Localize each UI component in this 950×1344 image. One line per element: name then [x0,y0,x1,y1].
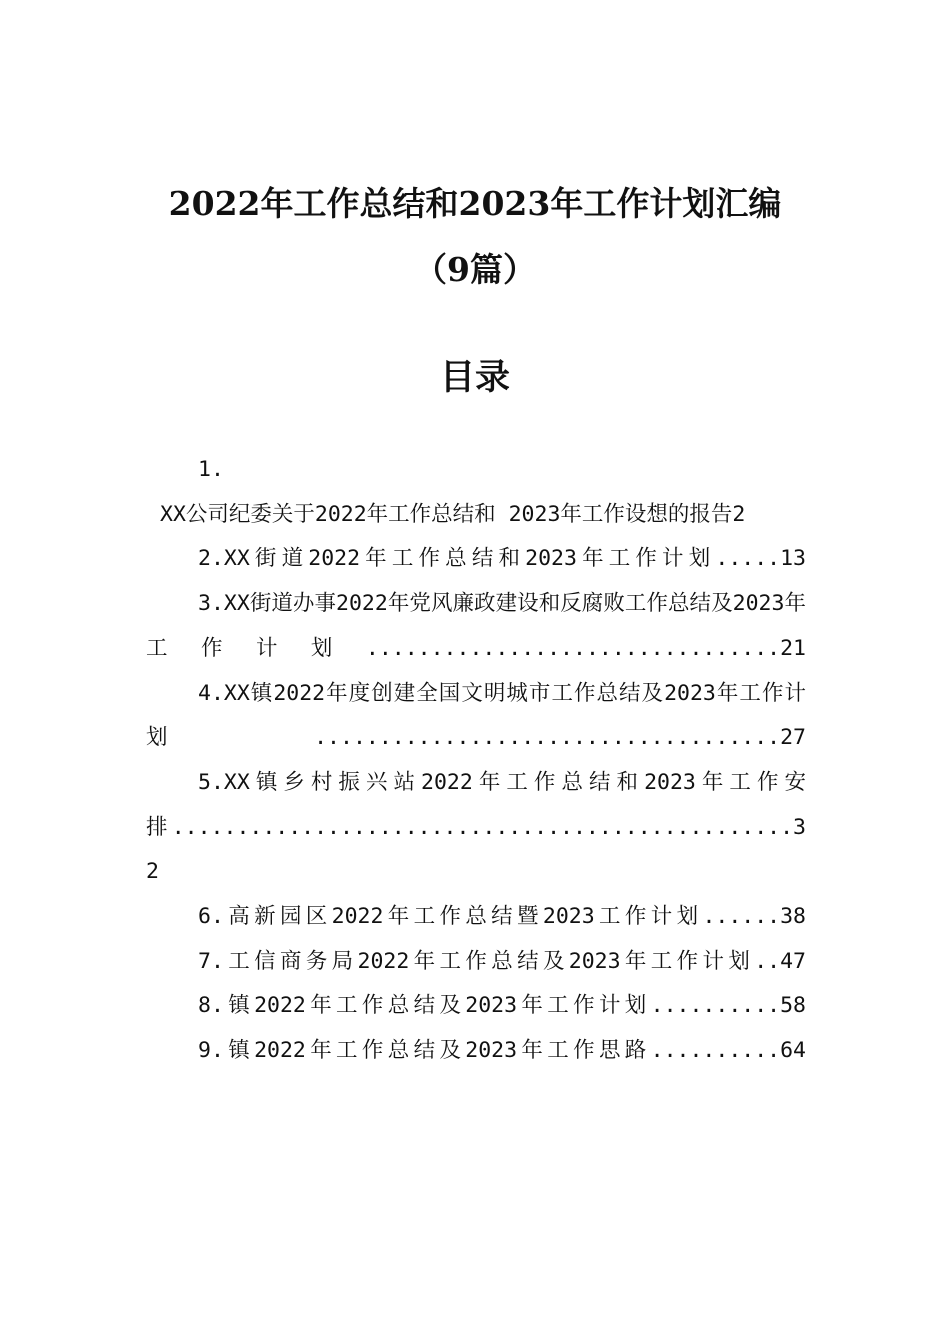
toc-entry-3[interactable] [146,582,806,671]
toc-entry-number: 1. [198,457,224,482]
toc-entry-page: 32 [146,814,806,885]
toc-entry-2[interactable] [146,537,806,582]
table-of-contents [146,448,806,1074]
toc-entry-text: 4.XX镇2022年度创建全国文明城市工作总结及2023年工作计划 [146,680,806,751]
toc-entry-leader: .......... [650,993,781,1019]
toc-entry-page: 2 [732,501,746,527]
toc-entry-page: 58 [780,993,806,1019]
toc-entry-page: 13 [780,546,806,572]
toc-entry-8[interactable] [146,984,806,1029]
toc-entry-leader: .. [754,948,781,974]
toc-entry-6[interactable] [146,895,806,940]
toc-entry-leader: .................................... [314,725,781,751]
toc-entry-text: 7.工信商务局2022年工作总结及2023年工作计划 [198,948,755,974]
toc-entry-page: 27 [780,725,806,751]
toc-entry-body [146,493,806,538]
toc-entry-4[interactable] [146,672,806,761]
toc-entry-page: 21 [780,635,806,661]
toc-entry-leader: ................................ [365,635,781,661]
toc-entry-page: 47 [780,948,806,974]
document-title: 2022年工作总结和2023年工作计划汇编 [168,184,782,223]
toc-entry-9[interactable] [146,1029,806,1074]
toc-entry-text: 9.镇2022年工作总结及2023年工作思路 [198,1038,651,1064]
toc-entry-leader: .......... [650,1038,781,1064]
toc-entry-5[interactable] [146,761,806,895]
document-subtitle: （9篇） [414,250,536,289]
toc-entry-text: XX公司纪委关于2022年工作总结和 2023年工作设想的报告 [160,501,733,527]
toc-heading: 目录 [439,357,510,398]
toc-entry-text: 3.XX街道办事2022年党风廉政建设和反腐败工作总结及2023年工作计划 [146,591,806,661]
toc-entry-1[interactable] [146,448,806,537]
toc-entry-page: 64 [780,1038,806,1064]
toc-entry-text: 5.XX镇乡村振兴站2022年工作总结和2023年工作安排 [146,769,806,840]
toc-entry-leader: ................................................ [171,814,794,840]
toc-entry-leader: ...... [702,904,781,930]
toc-entry-7[interactable] [146,940,806,985]
toc-entry-leader: ..... [715,546,781,572]
toc-entry-text: 6.高新园区2022年工作总结暨2023工作计划 [198,904,703,930]
toc-entry-page: 38 [780,904,806,930]
toc-entry-text: 2.XX街道2022年工作总结和2023年工作计划 [198,546,716,572]
toc-entry-text: 8.镇2022年工作总结及2023年工作计划 [198,993,651,1019]
